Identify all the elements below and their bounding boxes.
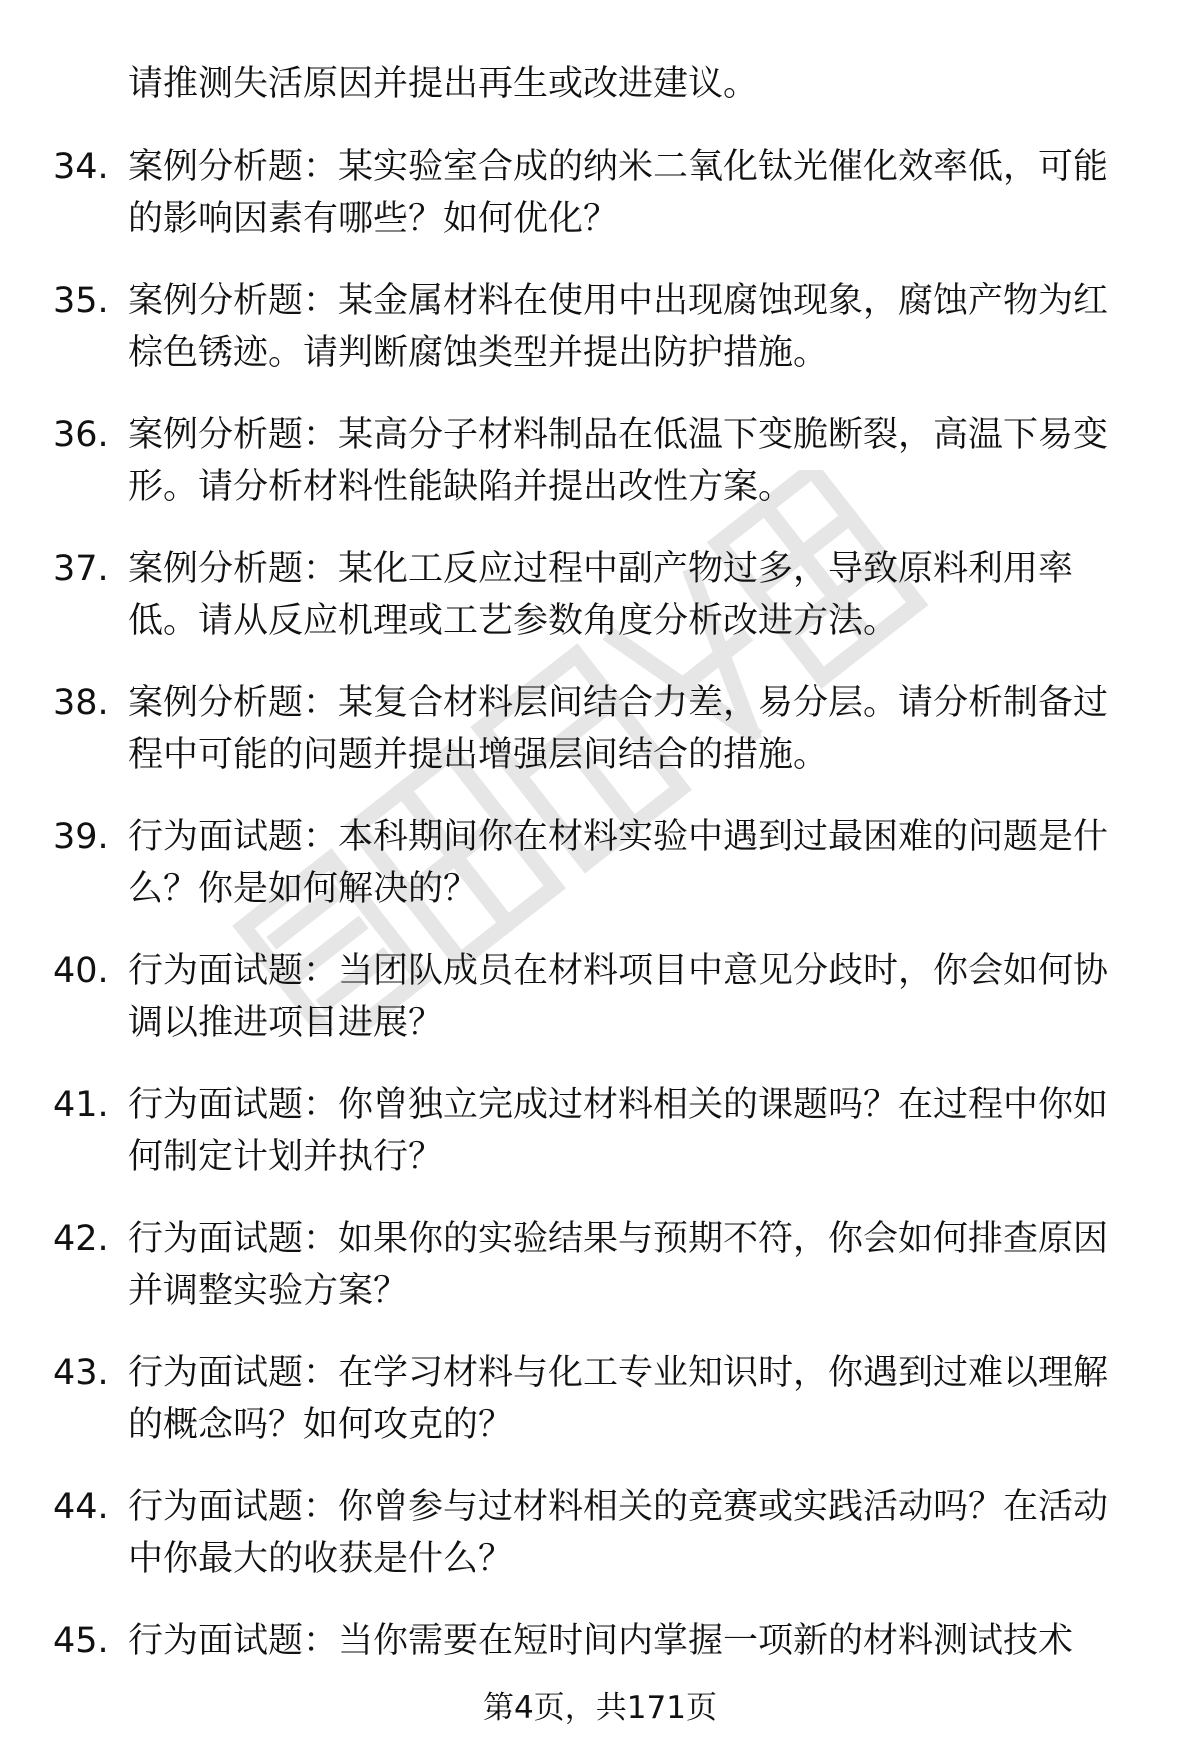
- question-item: [0, 945, 1200, 1049]
- question-text-line: 案例分析题：某化工反应过程中副产物过多，导致原料利用率: [128, 549, 1074, 589]
- question-text-line: 行为面试题：在学习材料与化工专业知识时，你遇到过难以理解: [128, 1353, 1109, 1393]
- question-item: [0, 543, 1200, 647]
- question-text-line: 调以推进项目进展？: [128, 1003, 444, 1043]
- question-item: [0, 275, 1200, 379]
- question-text-line: 案例分析题：某高分子材料制品在低温下变脆断裂，高温下易变: [128, 415, 1109, 455]
- question-number: 40.: [53, 951, 109, 991]
- question-item: [0, 1079, 1200, 1183]
- question-text-line: 行为面试题：你曾参与过材料相关的竞赛或实践活动吗？在活动: [128, 1487, 1109, 1527]
- question-text-line: 行为面试题：当你需要在短时间内掌握一项新的材料测试技术: [128, 1621, 1074, 1661]
- question-text-line: 行为面试题：你曾独立完成过材料相关的课题吗？在过程中你如: [128, 1085, 1109, 1125]
- question-number: 45.: [53, 1621, 109, 1661]
- question-text-line: 行为面试题：当团队成员在材料项目中意见分歧时，你会如何协: [128, 951, 1109, 991]
- question-text-line: 案例分析题：某实验室合成的纳米二氧化钛光催化效率低，可能: [128, 147, 1109, 187]
- page-footer: 第4页，共171页: [483, 1690, 717, 1726]
- question-number: 43.: [53, 1353, 109, 1393]
- question-text-line: 案例分析题：某复合材料层间结合力差，易分层。请分析制备过: [128, 683, 1109, 723]
- question-item: [0, 409, 1200, 513]
- question-item: [0, 1347, 1200, 1451]
- question-text-line: 行为面试题：本科期间你在材料实验中遇到过最困难的问题是什: [128, 817, 1109, 857]
- question-text-line: 么？你是如何解决的？: [128, 869, 479, 909]
- question-text-line: 程中可能的问题并提出增强层间结合的措施。: [128, 735, 829, 775]
- question-item: [0, 677, 1200, 781]
- question-item: [0, 811, 1200, 915]
- question-text-line: 行为面试题：如果你的实验结果与预期不符，你会如何排查原因: [128, 1219, 1109, 1259]
- question-text-line: 低。请从反应机理或工艺参数角度分析改进方法。: [128, 601, 899, 641]
- question-text-line: 案例分析题：某金属材料在使用中出现腐蚀现象，腐蚀产物为红: [128, 281, 1109, 321]
- question-item: [0, 1481, 1200, 1585]
- question-item: [0, 141, 1200, 245]
- question-number: 35.: [53, 281, 109, 321]
- question-item: [0, 1615, 1200, 1667]
- question-text-line: 形。请分析材料性能缺陷并提出改性方案。: [128, 467, 794, 507]
- question-number: 38.: [53, 683, 109, 723]
- question-text-line: 并调整实验方案？: [128, 1271, 409, 1311]
- question-number: 42.: [53, 1219, 109, 1259]
- question-number: 41.: [53, 1085, 109, 1125]
- question-text-line: 何制定计划并执行？: [128, 1137, 444, 1177]
- question-number: 34.: [53, 147, 109, 187]
- question-text-line: 的影响因素有哪些？如何优化？: [128, 199, 619, 239]
- question-list: [0, 58, 1200, 1697]
- continuation-text: 请推测失活原因并提出再生或改进建议。: [128, 64, 759, 104]
- question-text-line: 中你最大的收获是什么？: [128, 1539, 514, 1579]
- question-number: 36.: [53, 415, 109, 455]
- question-text-line: 的概念吗？如何攻克的？: [128, 1405, 514, 1445]
- question-item: [0, 1213, 1200, 1317]
- question-number: 44.: [53, 1487, 109, 1527]
- question-number: 39.: [53, 817, 109, 857]
- question-number: 37.: [53, 549, 109, 589]
- question-text-line: 棕色锈迹。请判断腐蚀类型并提出防护措施。: [128, 333, 829, 373]
